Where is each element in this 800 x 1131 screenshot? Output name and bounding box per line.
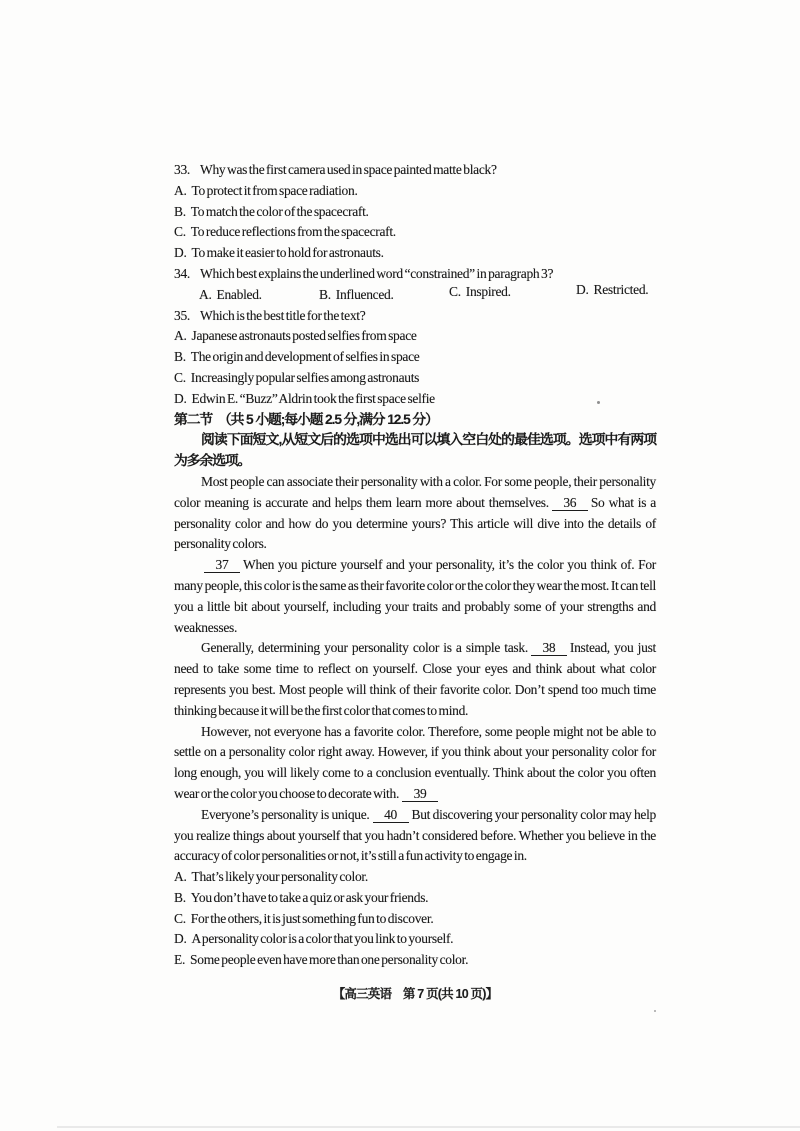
option-label: E. bbox=[174, 952, 186, 968]
cloze-blank-40: 40 bbox=[373, 808, 409, 823]
scan-speck bbox=[597, 401, 600, 404]
question-stem: Which best explains the underlined word “constrained” in paragraph 3? bbox=[200, 265, 554, 281]
option-label: D. bbox=[174, 245, 187, 261]
question-number: 33. bbox=[174, 162, 190, 177]
question-number: 35. bbox=[174, 307, 190, 323]
cloze-blank-36: 36 bbox=[552, 496, 588, 511]
option-text: Some people even have more than one personality color. bbox=[190, 952, 469, 968]
cloze-option-b bbox=[174, 888, 656, 909]
option-label: D. bbox=[576, 281, 589, 297]
option-text: You don’t have to take a quiz or ask your friends. bbox=[190, 889, 429, 905]
option-label: A. bbox=[199, 286, 212, 302]
cloze-option-a bbox=[174, 867, 656, 888]
cloze-blank-38: 38 bbox=[531, 641, 567, 656]
passage-paragraph-5 bbox=[174, 805, 656, 867]
passage-paragraph-2 bbox=[174, 555, 656, 638]
option-line bbox=[174, 368, 656, 389]
option-text: To protect it from space radiation. bbox=[191, 182, 358, 198]
question-stem-row bbox=[174, 160, 656, 181]
option-row-inline bbox=[174, 281, 656, 306]
option-label: D. bbox=[174, 390, 187, 406]
option-line bbox=[174, 389, 656, 410]
option-line bbox=[449, 282, 511, 303]
paragraph-text: Instead, you just need to take some time to reflect on yourself. Close your eyes and think about what color represents you best. Most people will think of their favorite color. Don’t spend too much time thinking because it will be the first color that comes to mind. bbox=[174, 640, 656, 718]
scan-edge bbox=[57, 1126, 800, 1128]
passage-paragraph-1 bbox=[174, 472, 656, 555]
option-label: B. bbox=[174, 349, 186, 365]
paragraph-text: Most people can associate their personality with a color. For some people, their personality color meaning is accurate and helps them learn more about themselves. bbox=[174, 473, 656, 510]
cloze-blank-39: 39 bbox=[402, 787, 438, 802]
cloze-option-e bbox=[174, 950, 656, 971]
question-stem: Why was the first camera used in space painted matte black? bbox=[200, 162, 497, 177]
option-label: C. bbox=[449, 283, 461, 299]
option-label: C. bbox=[174, 910, 186, 926]
paragraph-text: So what is a personality color and how do you determine yours? This article will dive into the details of personality colors. bbox=[174, 494, 656, 552]
option-line bbox=[174, 243, 656, 264]
option-text: Enabled. bbox=[216, 286, 262, 302]
cloze-options bbox=[174, 867, 656, 971]
cloze-option-c bbox=[174, 909, 656, 930]
paragraph-text: However, not everyone has a favorite color. Therefore, some people might not be able to settle on a personality color right away. However, if you think about your personality color for long enough, you will likely come to a conclusion eventually. Think about the color you often wear or the color you choose to decorate with. bbox=[174, 723, 656, 801]
option-label: C. bbox=[174, 369, 186, 385]
option-text: Restricted. bbox=[593, 281, 649, 297]
passage bbox=[174, 472, 656, 867]
option-text: To make it easier to hold for astronauts. bbox=[191, 245, 384, 261]
option-label: B. bbox=[174, 203, 186, 219]
passage-paragraph-3 bbox=[174, 638, 656, 721]
option-label: A. bbox=[174, 869, 187, 885]
option-label: B. bbox=[319, 286, 331, 302]
question-33 bbox=[174, 160, 656, 264]
section2-instructions: 阅读下面短文,从短文后的选项中选出可以填入空白处的最佳选项。选项中有两项为多余选项。 bbox=[174, 432, 656, 469]
option-line bbox=[319, 285, 394, 306]
option-line bbox=[174, 326, 656, 347]
option-text: To match the color of the spacecraft. bbox=[190, 203, 369, 219]
option-label: D. bbox=[174, 931, 187, 947]
option-text: To reduce reflections from the spacecraft. bbox=[190, 224, 396, 240]
option-line bbox=[174, 222, 656, 243]
paragraph-text: When you picture yourself and your personality, it’s the color you think of. For many people, this color is the same as their favorite color or the color they wear the most. It can tell you a little bit about yourself, including your traits and probably some of your strengths and weaknesses. bbox=[174, 557, 656, 635]
passage-paragraph-4 bbox=[174, 722, 656, 805]
option-text: Edwin E. “Buzz” Aldrin took the first space selfie bbox=[191, 390, 435, 406]
option-line bbox=[174, 202, 656, 223]
scan-speck bbox=[654, 1010, 656, 1012]
cloze-blank-37: 37 bbox=[204, 558, 240, 573]
option-text: A personality color is a color that you link to yourself. bbox=[191, 931, 454, 947]
paragraph-text: Generally, determining your personality color is a simple task. bbox=[201, 640, 528, 656]
option-text: Inspired. bbox=[465, 283, 511, 299]
option-text: Influenced. bbox=[335, 286, 394, 302]
option-line bbox=[576, 280, 648, 301]
page-footer: 【高三英语 第 7 页(共 10 页)】 bbox=[332, 987, 498, 1001]
option-text: The origin and development of selfies in space bbox=[190, 349, 420, 365]
option-label: A. bbox=[174, 182, 187, 198]
option-text: That’s likely your personality color. bbox=[191, 869, 368, 885]
option-label: A. bbox=[174, 328, 187, 344]
option-label: B. bbox=[174, 889, 186, 905]
option-text: Japanese astronauts posted selfies from space bbox=[191, 328, 417, 344]
section2-heading: 第二节 （共 5 小题;每小题 2.5 分,满分 12.5 分） bbox=[174, 411, 438, 427]
question-35 bbox=[174, 306, 656, 410]
paragraph-text: But discovering your personality color may help you realize things about yourself that you hadn’t considered before. Whether you believe in the accuracy of color personalities or not, it’s still a fun activity to engage in. bbox=[174, 806, 656, 864]
option-line bbox=[174, 347, 656, 368]
option-line bbox=[199, 285, 262, 306]
option-text: Increasingly popular selfies among astronauts bbox=[190, 369, 420, 385]
option-label: C. bbox=[174, 224, 186, 240]
cloze-option-d bbox=[174, 929, 656, 950]
question-stem: Which is the best title for the text? bbox=[200, 307, 366, 323]
page-content bbox=[174, 160, 656, 971]
question-number: 34. bbox=[174, 265, 190, 281]
option-text: For the others, it is just something fun to discover. bbox=[190, 910, 434, 926]
question-stem-row bbox=[174, 306, 656, 327]
option-line bbox=[174, 181, 656, 202]
paragraph-text: Everyone’s personality is unique. bbox=[201, 806, 370, 822]
question-34 bbox=[174, 264, 656, 306]
